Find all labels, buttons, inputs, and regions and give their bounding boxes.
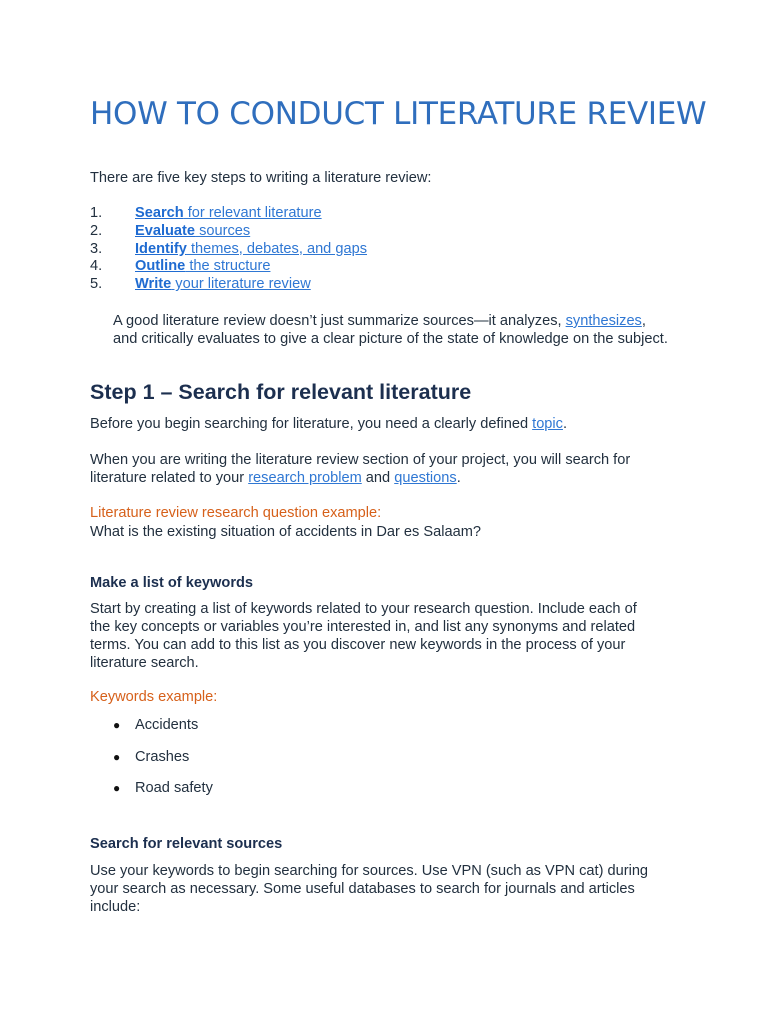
keyword-text: Accidents bbox=[135, 717, 199, 733]
keywords-heading: Make a list of keywords bbox=[90, 575, 254, 591]
good-review-paragraph bbox=[113, 312, 673, 348]
step-item bbox=[90, 276, 367, 294]
research-problem-link[interactable]: research problem bbox=[248, 470, 362, 486]
when-writing-paragraph bbox=[90, 451, 660, 487]
bullet-icon: ● bbox=[113, 781, 121, 796]
step-item bbox=[90, 241, 367, 259]
step-rest-link[interactable]: your literature review bbox=[171, 276, 311, 293]
intro-text: There are five key steps to writing a literature review: bbox=[90, 170, 432, 186]
step-number: 5. bbox=[90, 276, 103, 293]
keyword-text: Road safety bbox=[135, 780, 213, 797]
before-begin-text: Before you begin searching for literature, you need a clearly defined bbox=[90, 416, 533, 432]
topic-link[interactable]: topic bbox=[532, 416, 563, 432]
keyword-item bbox=[113, 748, 213, 780]
sources-heading: Search for relevant sources bbox=[90, 836, 283, 852]
before-begin-period: . bbox=[562, 416, 568, 432]
keywords-example-label: Keywords example: bbox=[90, 689, 218, 705]
step-item bbox=[90, 223, 367, 241]
bullet-icon: ● bbox=[113, 718, 121, 732]
step-item bbox=[90, 258, 367, 276]
example-question: What is the existing situation of accidents in Dar es Salaam? bbox=[90, 524, 481, 540]
keyword-text: Crashes bbox=[135, 748, 190, 765]
before-begin-paragraph bbox=[90, 415, 567, 433]
step-number: 2. bbox=[90, 222, 103, 239]
step-rest-link[interactable]: sources bbox=[195, 222, 251, 239]
keyword-item bbox=[113, 779, 213, 811]
bullet-icon: ● bbox=[113, 749, 121, 764]
step-keyword-link[interactable]: Outline bbox=[135, 258, 186, 275]
step-keyword-link[interactable]: Evaluate bbox=[135, 222, 196, 239]
when-writing-text: When you are writing the literature review section of your project, you will search for literature related to your bbox=[90, 452, 631, 486]
keywords-paragraph: Start by creating a list of keywords related to your research question. Include each of the key concepts or variables you’re interested in, and list any synonyms and related terms. You can add to this list as you discover new keywords in the process of your literature search. bbox=[90, 601, 637, 671]
step-keyword-link[interactable]: Search bbox=[135, 205, 184, 221]
step-number: 3. bbox=[90, 240, 103, 257]
step-item bbox=[90, 205, 367, 223]
keyword-item bbox=[113, 716, 213, 748]
document-title: HOW TO CONDUCT LITERATURE REVIEW bbox=[90, 96, 707, 132]
step-number: 4. bbox=[90, 258, 103, 275]
when-writing-and: and bbox=[361, 470, 395, 486]
keywords-list bbox=[113, 716, 213, 811]
good-review-text-before: A good literature review doesn’t just summarize sources—it analyzes, bbox=[113, 313, 566, 329]
good-review-text-after: , and critically evaluates to give a clear picture of the state of knowledge on the subject. bbox=[113, 313, 668, 347]
step-rest-link[interactable]: for relevant literature bbox=[183, 205, 322, 221]
step-keyword-link[interactable]: Identify bbox=[135, 240, 187, 257]
step-keyword-link[interactable]: Write bbox=[135, 276, 172, 293]
when-writing-period: . bbox=[456, 470, 461, 486]
step1-heading: Step 1 – Search for relevant literature bbox=[90, 380, 472, 404]
step-rest-link[interactable]: themes, debates, and gaps bbox=[186, 240, 368, 257]
example-label: Literature review research question example: bbox=[90, 505, 382, 521]
synthesizes-link[interactable]: synthesizes bbox=[565, 313, 642, 329]
step-number: 1. bbox=[90, 205, 103, 221]
questions-link[interactable]: questions bbox=[394, 470, 457, 486]
step-rest-link[interactable]: the structure bbox=[185, 258, 271, 275]
steps-list bbox=[90, 205, 367, 294]
sources-paragraph: Use your keywords to begin searching for sources. Use VPN (such as VPN cat) during your search as necessary. Some useful databases to search for journals and articles include: bbox=[90, 863, 649, 915]
